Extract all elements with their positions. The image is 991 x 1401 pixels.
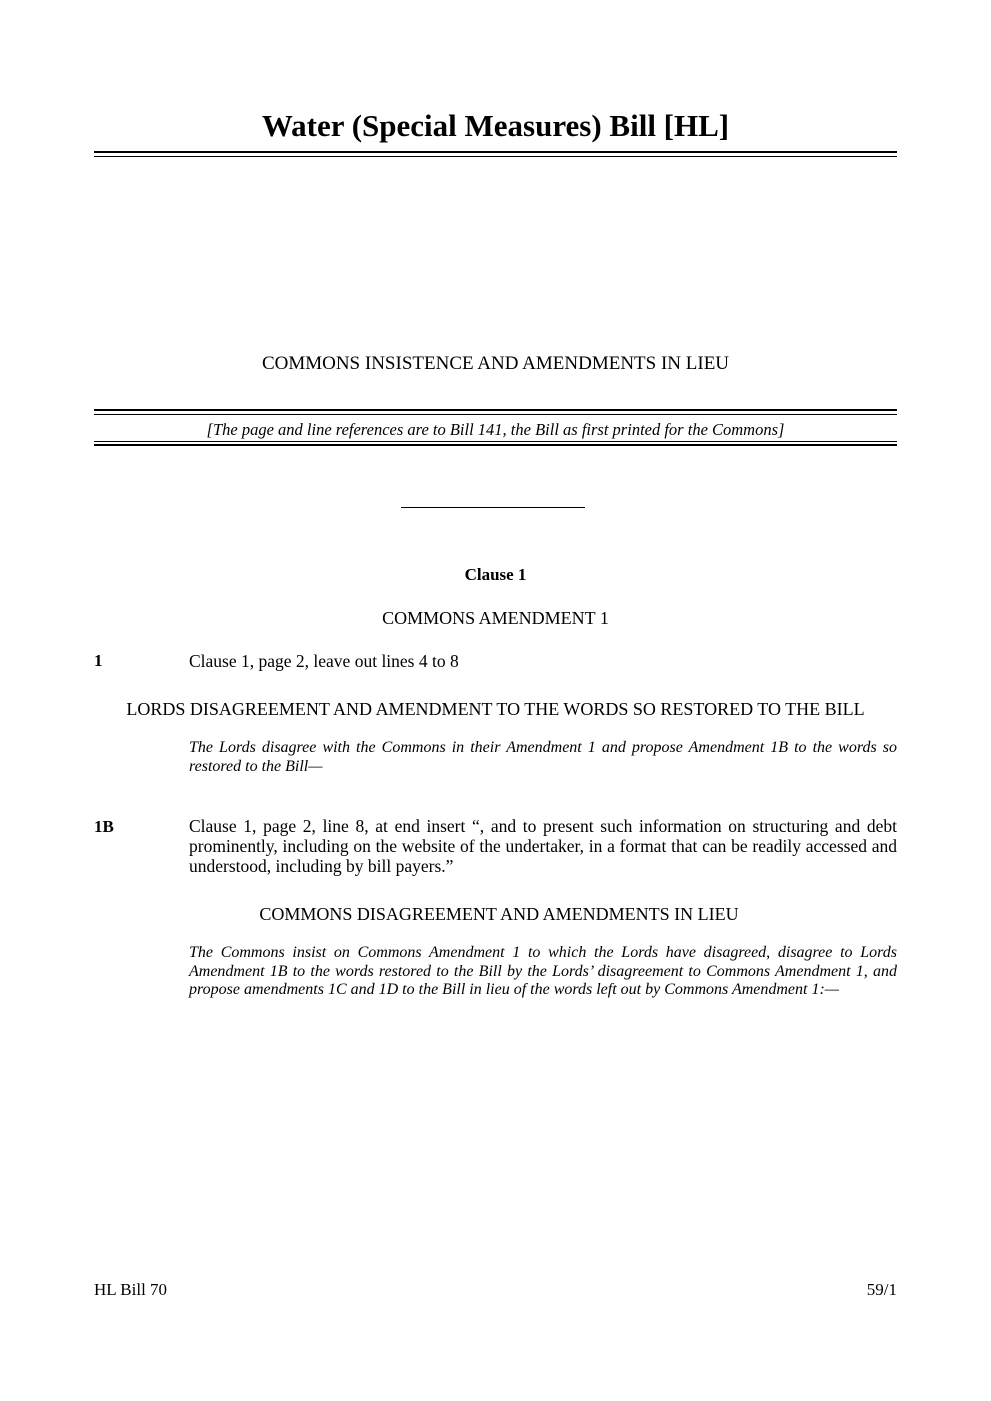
commons-motion-text: The Commons insist on Commons Amendment 1 to which the Lords have disagreed, disagree to Lords Amendment 1B to the words restored to the Bill by the Lords’ disagreement to Commons Amendment 1, and propose amendments 1C and 1D to the Bill in lieu of the words left out by Commons Amendment 1:— (189, 944, 897, 998)
footer-page-reference: 59/1 (866, 1280, 897, 1299)
clause-heading: Clause 1 (464, 565, 527, 584)
note-rule-top-1 (94, 409, 897, 411)
title-rule-double-top (94, 151, 897, 153)
document-subtitle: COMMONS INSISTENCE AND AMENDMENTS IN LIEU (261, 353, 730, 374)
section-divider (401, 507, 585, 508)
section-heading-commons-amendment-1: COMMONS AMENDMENT 1 (382, 608, 609, 628)
section-heading-commons-disagreement: COMMONS DISAGREEMENT AND AMENDMENTS IN LIEU (259, 904, 739, 924)
note-rule-bottom-2 (94, 444, 897, 446)
amendment-number-1: 1 (94, 651, 103, 670)
amendment-text-1b: Clause 1, page 2, line 8, at end insert “, and to present such information on structuring and debt prominently, including on the website of the undertaker, in a format that can be readily accessed and understood, including by bill payers.” (189, 816, 897, 876)
reference-note: [The page and line references are to Bill 141, the Bill as first printed for the Commons] (206, 420, 785, 439)
amendment-text-1: Clause 1, page 2, leave out lines 4 to 8 (189, 651, 459, 671)
lords-motion-text: The Lords disagree with the Commons in their Amendment 1 and propose Amendment 1B to the words so restored to the Bill— (189, 739, 897, 775)
note-rule-top-2 (94, 414, 897, 415)
bill-title: Water (Special Measures) Bill [HL] (261, 108, 730, 143)
amendment-number-1b: 1B (94, 817, 114, 836)
footer-bill-number: HL Bill 70 (94, 1280, 168, 1299)
note-rule-bottom-1 (94, 441, 897, 442)
section-heading-lords-disagreement: LORDS DISAGREEMENT AND AMENDMENT TO THE WORDS SO RESTORED TO THE BILL (126, 699, 865, 719)
title-rule-double-bottom (94, 156, 897, 157)
